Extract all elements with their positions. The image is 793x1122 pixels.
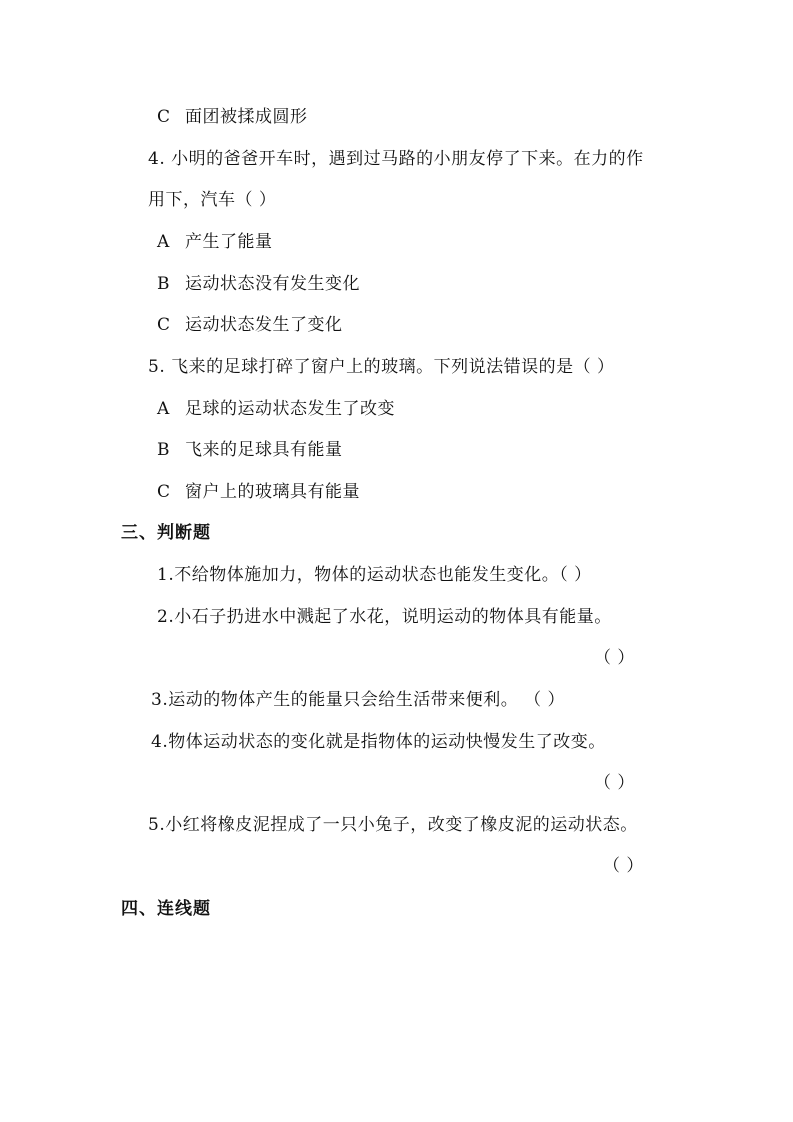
judgment-item-2-paren[interactable]: （ ） bbox=[594, 648, 635, 668]
option-text: 运动状态没有发生变化 bbox=[185, 274, 360, 294]
q4-option-a bbox=[157, 231, 273, 253]
option-text: 窗户上的玻璃具有能量 bbox=[185, 482, 360, 502]
option-letter: C bbox=[157, 107, 171, 127]
option-letter: A bbox=[157, 399, 170, 419]
option-letter: B bbox=[157, 440, 170, 460]
judgment-item-4-paren[interactable]: （ ） bbox=[594, 773, 635, 793]
q3-option-c bbox=[157, 106, 308, 128]
option-text: 足球的运动状态发生了改变 bbox=[185, 399, 395, 419]
option-letter: C bbox=[157, 315, 171, 335]
option-text: 产生了能量 bbox=[185, 232, 273, 252]
q4-text-line1: 4. 小明的爸爸开车时，遇到过马路的小朋友停了下来。在力的作 bbox=[148, 149, 644, 169]
section-heading-judgment: 三、判断题 bbox=[121, 523, 211, 543]
q5-option-b bbox=[157, 439, 343, 461]
option-letter: A bbox=[157, 232, 170, 252]
option-text: 面团被揉成圆形 bbox=[185, 107, 308, 127]
judgment-item-1: 1.不给物体施加力，物体的运动状态也能发生变化。（ ） bbox=[157, 565, 592, 585]
judgment-item-5: 5.小红将橡皮泥捏成了一只小兔子，改变了橡皮泥的运动状态。 bbox=[148, 815, 638, 835]
q4-option-c bbox=[157, 314, 343, 336]
option-letter: B bbox=[157, 274, 170, 294]
q4-option-b bbox=[157, 273, 360, 295]
judgment-item-4: 4.物体运动状态的变化就是指物体的运动快慢发生了改变。 bbox=[151, 732, 606, 752]
option-text: 飞来的足球具有能量 bbox=[185, 440, 343, 460]
q5-option-a bbox=[157, 398, 395, 420]
q5-text: 5. 飞来的足球打碎了窗户上的玻璃。下列说法错误的是（ ） bbox=[148, 357, 615, 377]
option-letter: C bbox=[157, 482, 171, 502]
judgment-item-5-paren[interactable]: （ ） bbox=[603, 856, 644, 876]
judgment-item-3: 3.运动的物体产生的能量只会给生活带来便利。 （ ） bbox=[151, 690, 566, 710]
q5-option-c bbox=[157, 481, 360, 503]
judgment-item-2: 2.小石子扔进水中溅起了水花，说明运动的物体具有能量。 bbox=[157, 607, 612, 627]
option-text: 运动状态发生了变化 bbox=[185, 315, 343, 335]
section-heading-matching: 四、连线题 bbox=[121, 899, 211, 919]
q4-text-line2: 用下，汽车（ ） bbox=[148, 190, 277, 210]
